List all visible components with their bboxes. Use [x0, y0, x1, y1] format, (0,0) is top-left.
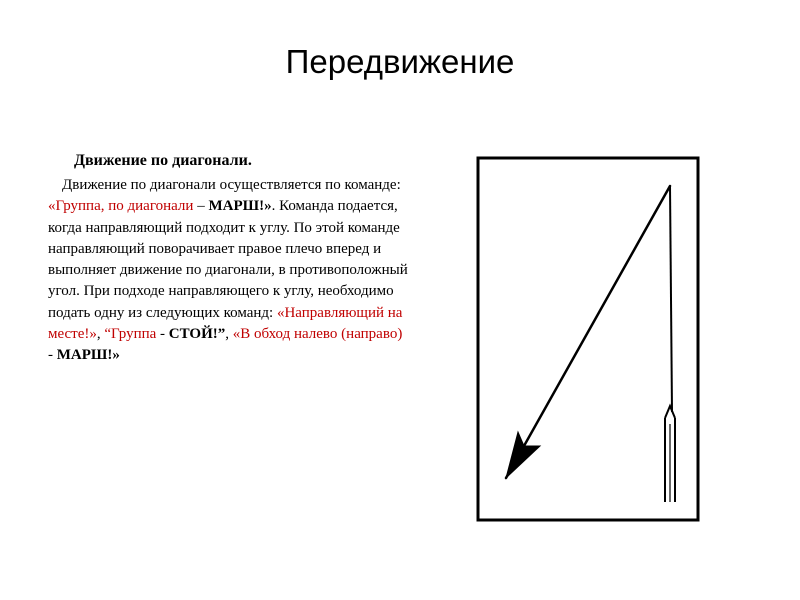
- command-text: СТОЙ!”: [168, 326, 226, 343]
- subheading: Движение по диагонали.: [74, 152, 252, 169]
- text-run: -: [48, 347, 57, 364]
- text-run: Движение по диагонали осуществляется по команде:: [62, 177, 401, 193]
- arrow-head: [506, 432, 540, 478]
- command-text: «Группа, по диагонали: [48, 198, 194, 215]
- vertical-marker: [665, 406, 675, 502]
- slide-title: Передвижение: [285, 43, 515, 80]
- command-text: «Направляющий на месте!»: [48, 304, 403, 343]
- command-text: “Группа: [104, 326, 157, 343]
- text-run: ,: [96, 326, 105, 343]
- text-run: -: [156, 326, 169, 343]
- text-run: ,: [225, 326, 233, 343]
- text-block: [48, 150, 408, 367]
- text-run: . Команда подается, когда направляющий подходит к углу. По этой команде направляющий поворачивает правое плечо вперед и выполняет движение по диагонали, в противоположный угол. При подходе направляющего к углу, необходимо подать одну из следующих команд:: [48, 198, 408, 321]
- command-text: МАРШ!»: [56, 347, 120, 364]
- diagonal-arrow: [506, 186, 672, 478]
- body-paragraph: [48, 175, 408, 367]
- diagonal-movement-diagram: [476, 156, 702, 524]
- command-text: МАРШ!»: [208, 198, 272, 215]
- command-text: «В обход налево (направо): [232, 326, 403, 343]
- text-run: –: [193, 198, 209, 215]
